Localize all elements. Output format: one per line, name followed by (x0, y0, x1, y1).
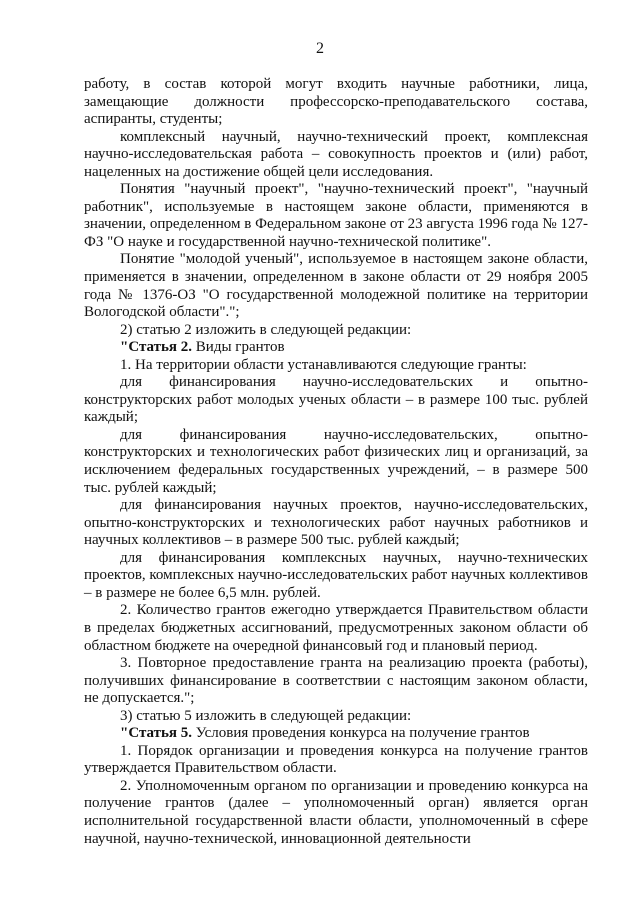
paragraph: 3. Повторное предоставление гранта на реализацию проекта (работы), получивших финансирование в соответствии с настоящим законом области, не допускается."; (84, 655, 588, 707)
paragraph: работу, в состав которой могут входить научные работники, лица, замещающие должности профессорско-преподавательского состава, аспиранты, студенты; (84, 76, 588, 128)
document-body (84, 76, 588, 848)
paragraph: 3) статью 5 изложить в следующей редакции: (120, 707, 412, 724)
article-title: Условия проведения конкурса на получение грантов (192, 725, 530, 742)
paragraph: 1. Порядок организации и проведения конкурса на получение грантов утверждается Правительством области. (84, 742, 588, 777)
grant-item: для финансирования комплексных научных, научно-технических проектов, комплексных научно-исследовательских работ научных коллективов – в размере не более 6,5 млн. рублей. (84, 549, 588, 601)
article-heading (84, 339, 588, 357)
page-number: 2 (316, 40, 324, 57)
paragraph: 1. На территории области устанавливаются следующие гранты: (120, 356, 527, 373)
paragraph: 2) статью 2 изложить в следующей редакции: (120, 321, 412, 338)
article-number: "Статья 2. (120, 339, 193, 356)
paragraph: 2. Уполномоченным органом по организации и проведению конкурса на получение грантов (далее – уполномоченный орган) является орган исполнительной государственной власти области, уполномоченный в сфере научной, научно-технической, инновационной деятельности (84, 777, 588, 847)
article-title: Виды грантов (192, 339, 285, 356)
paragraph: Понятие "молодой ученый", используемое в настоящем законе области, применяется в значении, определенном в законе области от 29 ноября 2005 года № 1376-ОЗ "О государственной молодежной политике на территории Вологодской области"."; (84, 251, 588, 321)
grant-item: для финансирования научных проектов, научно-исследовательских, опытно-конструкторских и технологических работ научных работников и научных коллективов – в размере 500 тыс. рублей каждый; (84, 497, 588, 549)
article-number: "Статья 5. (120, 725, 193, 742)
grant-item: для финансирования научно-исследовательских, опытно-конструкторских и технологических работ физических лиц и организаций, за исключением федеральных государственных учреждений, – в размере 500 тыс. рублей каждый; (84, 426, 588, 496)
grant-item: для финансирования научно-исследовательских и опытно-конструкторских работ молодых ученых области – в размере 100 тыс. рублей каждый; (84, 374, 588, 426)
paragraph: 2. Количество грантов ежегодно утверждается Правительством области в пределах бюджетных ассигнований, предусмотренных законом области об областном бюджете на очередной финансовый год и плановый период. (84, 602, 588, 654)
article-heading (84, 725, 588, 743)
paragraph: комплексный научный, научно-технический проект, комплексная научно-исследовательская работа – совокупность проектов и (или) работ, нацеленных на достижение общей цели исследования. (84, 128, 588, 180)
paragraph: Понятия "научный проект", "научно-технический проект", "научный работник", используемые в настоящем законе области, применяются в значении, определенном в Федеральном законе от 23 августа 1996 года № 127-ФЗ "О науке и государственной научно-технической политике". (84, 181, 588, 250)
